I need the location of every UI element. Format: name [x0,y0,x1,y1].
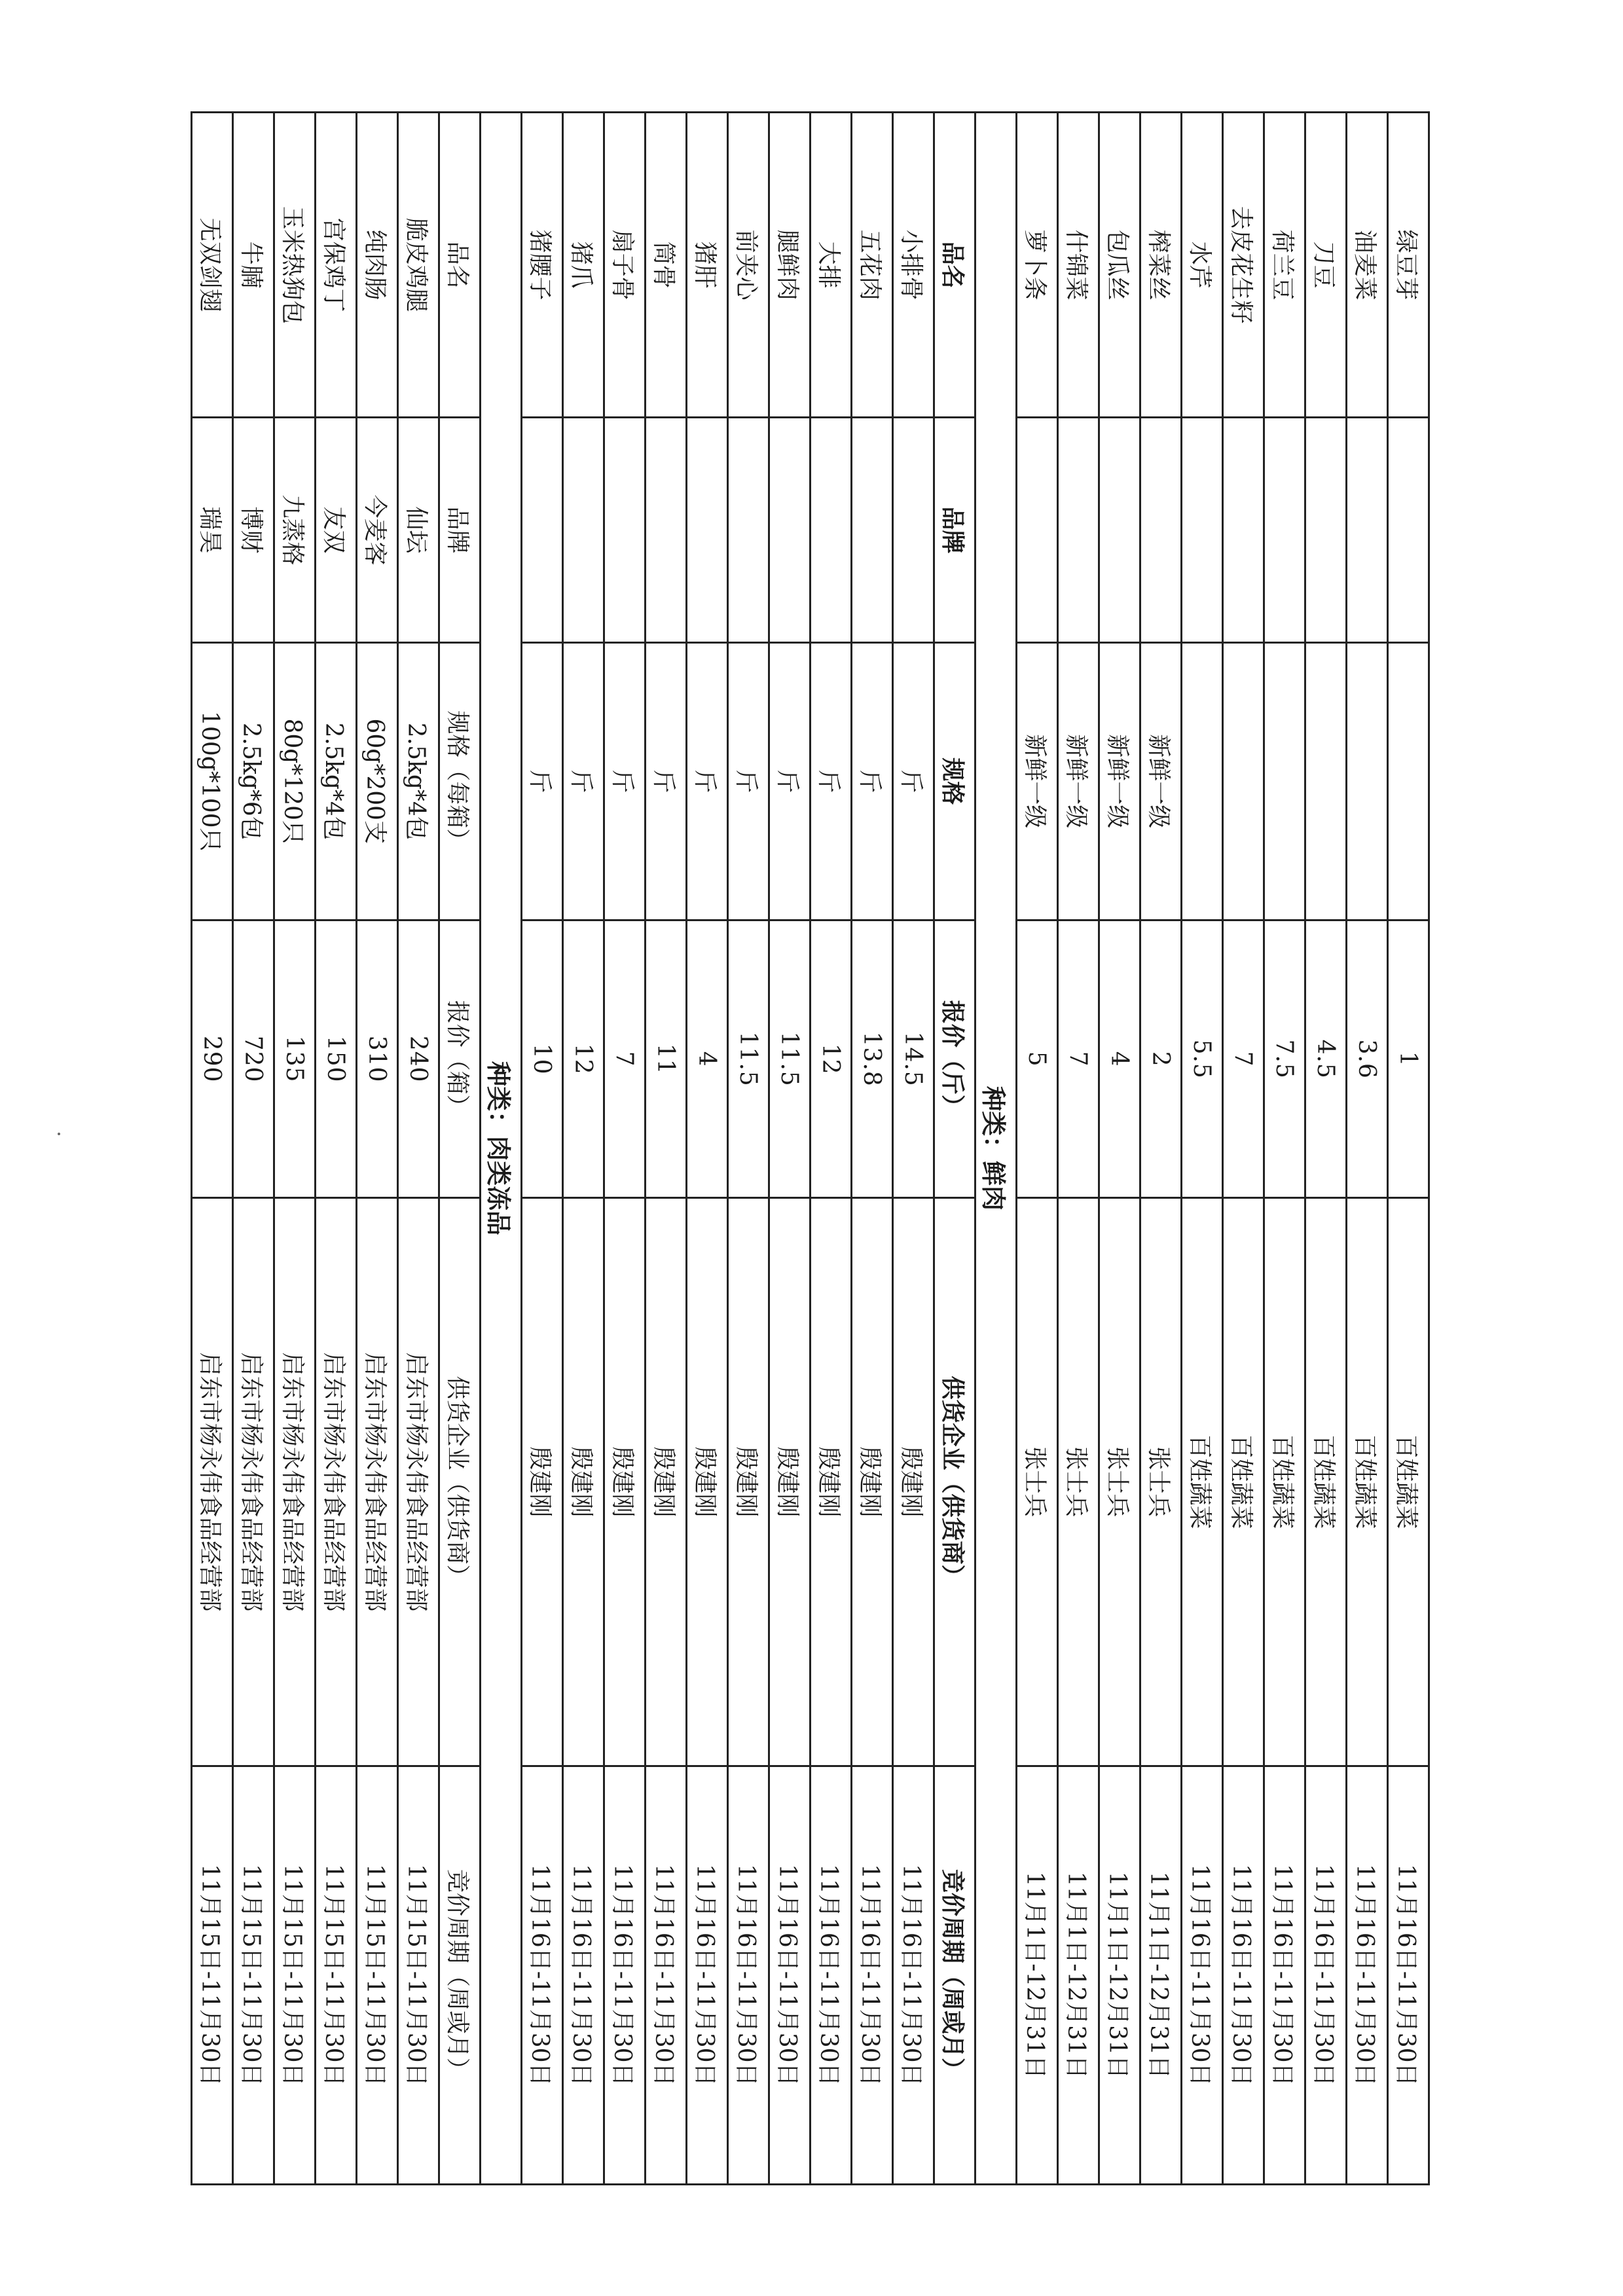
cell-brand [1099,418,1140,642]
category-fresh-meat [976,113,1017,2185]
cell-cycle: 11月15日-11月30日 [274,1766,316,2184]
cell-name: 榨菜丝 [1140,113,1182,418]
cell-spec: 新鲜一级 [1058,642,1099,920]
cell-cycle: 11月16日-11月30日 [1264,1766,1305,2184]
cell-name: 萝卜条 [1017,113,1058,418]
cell-cycle: 11月16日-11月30日 [1347,1766,1388,2184]
cell-cycle: 11月16日-11月30日 [1388,1766,1429,2184]
header-supplier: 供货企业（供货商） [439,1198,481,1766]
header-cycle: 竞价周期（周或月） [934,1766,976,2184]
cell-spec [1264,642,1305,920]
cell-brand [1305,418,1347,642]
table-row [192,113,233,2185]
cell-cycle: 11月16日-11月30日 [522,1766,563,2184]
cell-cycle: 11月16日-11月30日 [811,1766,852,2184]
cell-supplier: 殷建刚 [728,1198,769,1766]
cell-spec: 斤 [811,642,852,920]
cell-brand [728,418,769,642]
table-row [1058,113,1099,2185]
cell-supplier: 启东市杨永伟食品经营部 [316,1198,357,1766]
category-frozen-meat [481,113,522,2185]
table-row [811,113,852,2185]
cell-supplier: 殷建刚 [769,1198,811,1766]
table-row [398,113,439,2185]
cell-supplier: 殷建刚 [522,1198,563,1766]
cell-name: 无双剑翅 [192,113,233,418]
cell-spec: 2.5kg*4包 [398,642,439,920]
cell-name: 荷兰豆 [1264,113,1305,418]
table-row [1182,113,1223,2185]
cell-cycle: 11月15日-11月30日 [233,1766,274,2184]
cell-brand: 今麦客 [357,418,398,642]
cell-supplier: 殷建刚 [563,1198,604,1766]
cell-price: 14.5 [893,920,934,1198]
header-brand: 品牌 [439,418,481,642]
cell-spec [1305,642,1347,920]
cell-supplier: 张士兵 [1140,1198,1182,1766]
cell-price: 310 [357,920,398,1198]
price-sheet [194,111,1430,2185]
header-name: 品名 [934,113,976,418]
cell-spec: 斤 [687,642,728,920]
table-row [563,113,604,2185]
cell-price: 7 [604,920,646,1198]
cell-cycle: 11月1日-12月31日 [1017,1766,1058,2184]
cell-spec: 斤 [728,642,769,920]
cell-spec: 80g*120只 [274,642,316,920]
cell-brand [1388,418,1429,642]
cell-spec: 2.5kg*6包 [233,642,274,920]
cell-price: 135 [274,920,316,1198]
cell-cycle: 11月16日-11月30日 [563,1766,604,2184]
cell-price: 10 [522,920,563,1198]
table-row [646,113,687,2185]
header-row [934,113,976,2185]
header-price: 报价（斤） [934,920,976,1198]
cell-spec: 新鲜一级 [1099,642,1140,920]
cell-price: 11.5 [769,920,811,1198]
cell-spec: 斤 [852,642,893,920]
cell-name: 纯肉肠 [357,113,398,418]
cell-brand [769,418,811,642]
table-row [687,113,728,2185]
cell-price: 13.8 [852,920,893,1198]
cell-name: 猪爪 [563,113,604,418]
cell-price: 7.5 [1264,920,1305,1198]
cell-price: 5 [1017,920,1058,1198]
cell-brand: 博财 [233,418,274,642]
cell-brand: 仙坛 [398,418,439,642]
cell-spec: 斤 [522,642,563,920]
table-row [1264,113,1305,2185]
cell-spec [1347,642,1388,920]
cell-name: 筒骨 [646,113,687,418]
table-row [1347,113,1388,2185]
cell-brand [563,418,604,642]
table-row [1388,113,1429,2185]
cell-price: 150 [316,920,357,1198]
cell-supplier: 殷建刚 [852,1198,893,1766]
cell-spec: 斤 [769,642,811,920]
cell-name: 五花肉 [852,113,893,418]
header-brand: 品牌 [934,418,976,642]
cell-supplier: 殷建刚 [893,1198,934,1766]
cell-brand [852,418,893,642]
cell-brand [604,418,646,642]
cell-cycle: 11月16日-11月30日 [1305,1766,1347,2184]
cell-spec: 斤 [563,642,604,920]
cell-spec: 斤 [893,642,934,920]
cell-supplier: 百姓蔬菜 [1223,1198,1264,1766]
cell-cycle: 11月16日-11月30日 [604,1766,646,2184]
cell-brand [687,418,728,642]
cell-brand [893,418,934,642]
cell-price: 12 [563,920,604,1198]
header-name: 品名 [439,113,481,418]
cell-supplier: 张士兵 [1017,1198,1058,1766]
cell-name: 包瓜丝 [1099,113,1140,418]
cell-price: 11.5 [728,920,769,1198]
cell-supplier: 启东市杨永伟食品经营部 [274,1198,316,1766]
cell-cycle: 11月1日-12月31日 [1058,1766,1099,2184]
cell-supplier: 殷建刚 [687,1198,728,1766]
cell-spec: 60g*200支 [357,642,398,920]
header-price: 报价（箱） [439,920,481,1198]
cell-price: 1 [1388,920,1429,1198]
header-spec: 规格 [934,642,976,920]
table-row [728,113,769,2185]
cell-brand [1140,418,1182,642]
cell-supplier: 殷建刚 [811,1198,852,1766]
cell-spec: 斤 [604,642,646,920]
header-row [439,113,481,2185]
cell-name: 前夹心 [728,113,769,418]
cell-price: 2 [1140,920,1182,1198]
cell-cycle: 11月1日-12月31日 [1140,1766,1182,2184]
cell-cycle: 11月16日-11月30日 [893,1766,934,2184]
table-row [1099,113,1140,2185]
cell-cycle: 11月1日-12月31日 [1099,1766,1140,2184]
cell-cycle: 11月15日-11月30日 [398,1766,439,2184]
cell-spec: 100g*100只 [192,642,233,920]
cell-name: 宫保鸡丁 [316,113,357,418]
cell-cycle: 11月16日-11月30日 [646,1766,687,2184]
cell-supplier: 启东市杨永伟食品经营部 [192,1198,233,1766]
cell-brand [811,418,852,642]
table-row [357,113,398,2185]
cell-name: 油麦菜 [1347,113,1388,418]
cell-supplier: 启东市杨永伟食品经营部 [398,1198,439,1766]
cell-price: 4.5 [1305,920,1347,1198]
cell-price: 7 [1058,920,1099,1198]
cell-supplier: 张士兵 [1099,1198,1140,1766]
cell-supplier: 张士兵 [1058,1198,1099,1766]
cell-name: 刀豆 [1305,113,1347,418]
table-row [852,113,893,2185]
cell-cycle: 11月16日-11月30日 [1223,1766,1264,2184]
cell-spec: 新鲜一级 [1140,642,1182,920]
cell-cycle: 11月15日-11月30日 [192,1766,233,2184]
cell-name: 牛腩 [233,113,274,418]
table-row [1017,113,1058,2185]
cell-cycle: 11月16日-11月30日 [687,1766,728,2184]
cell-price: 3.6 [1347,920,1388,1198]
cell-spec [1388,642,1429,920]
cell-cycle: 11月16日-11月30日 [852,1766,893,2184]
cell-brand: 瑞昊 [192,418,233,642]
cell-name: 小排骨 [893,113,934,418]
scan-dot [58,1133,60,1135]
cell-name: 水芹 [1182,113,1223,418]
cell-spec: 斤 [646,642,687,920]
cell-brand [1182,418,1223,642]
cell-name: 大排 [811,113,852,418]
table-row [233,113,274,2185]
category-label: 种类：肉类冻品 [481,113,522,2185]
cell-price: 240 [398,920,439,1198]
cell-name: 什锦菜 [1058,113,1099,418]
table-row [1305,113,1347,2185]
table-row [522,113,563,2185]
cell-price: 290 [192,920,233,1198]
cell-supplier: 启东市杨永伟食品经营部 [233,1198,274,1766]
cell-name: 猪腰子 [522,113,563,418]
cell-brand [1347,418,1388,642]
cell-supplier: 百姓蔬菜 [1182,1198,1223,1766]
table-row [769,113,811,2185]
cell-name: 去皮花生籽 [1223,113,1264,418]
cell-supplier: 殷建刚 [646,1198,687,1766]
cell-price: 12 [811,920,852,1198]
cell-supplier: 百姓蔬菜 [1347,1198,1388,1766]
header-supplier: 供货企业（供货商） [934,1198,976,1766]
cell-price: 4 [687,920,728,1198]
cell-name: 猪肝 [687,113,728,418]
table-row [316,113,357,2185]
cell-name: 玉米热狗包 [274,113,316,418]
cell-cycle: 11月16日-11月30日 [728,1766,769,2184]
cell-name: 脆皮鸡腿 [398,113,439,418]
cell-brand [1017,418,1058,642]
cell-spec: 2.5kg*4包 [316,642,357,920]
cell-brand: 友双 [316,418,357,642]
cell-cycle: 11月16日-11月30日 [769,1766,811,2184]
cell-cycle: 11月15日-11月30日 [316,1766,357,2184]
cell-price: 5.5 [1182,920,1223,1198]
cell-brand [646,418,687,642]
cell-supplier: 启东市杨永伟食品经营部 [357,1198,398,1766]
price-table [191,111,1430,2185]
cell-supplier: 殷建刚 [604,1198,646,1766]
cell-brand: 九蒸格 [274,418,316,642]
cell-price: 11 [646,920,687,1198]
cell-spec [1223,642,1264,920]
cell-supplier: 百姓蔬菜 [1305,1198,1347,1766]
table-row [893,113,934,2185]
cell-brand [1264,418,1305,642]
cell-brand [522,418,563,642]
cell-brand [1223,418,1264,642]
header-spec: 规格（每箱） [439,642,481,920]
cell-price: 4 [1099,920,1140,1198]
cell-brand [1058,418,1099,642]
table-row [274,113,316,2185]
cell-cycle: 11月15日-11月30日 [357,1766,398,2184]
header-cycle: 竞价周期（周或月） [439,1766,481,2184]
table-row [604,113,646,2185]
cell-name: 腿鲜肉 [769,113,811,418]
cell-price: 7 [1223,920,1264,1198]
cell-name: 绿豆芽 [1388,113,1429,418]
cell-cycle: 11月16日-11月30日 [1182,1766,1223,2184]
cell-supplier: 百姓蔬菜 [1264,1198,1305,1766]
cell-name: 扇子骨 [604,113,646,418]
table-row [1223,113,1264,2185]
table-row [1140,113,1182,2185]
cell-spec: 新鲜一级 [1017,642,1058,920]
cell-spec [1182,642,1223,920]
category-label: 种类：鲜肉 [976,113,1017,2185]
cell-supplier: 百姓蔬菜 [1388,1198,1429,1766]
cell-price: 720 [233,920,274,1198]
